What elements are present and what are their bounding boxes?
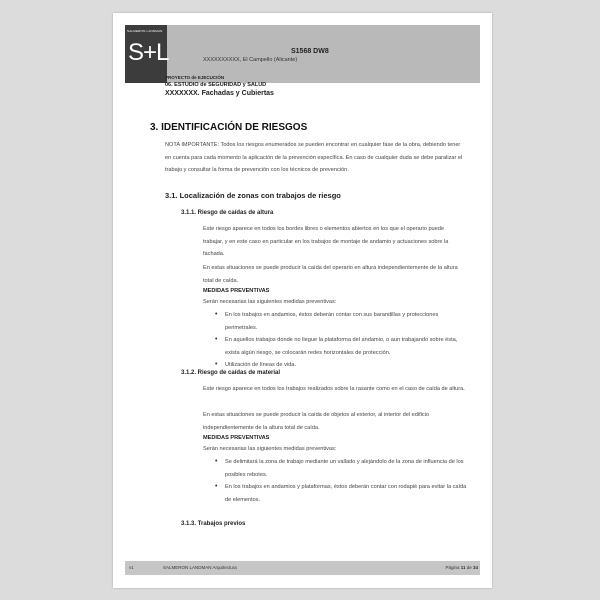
list-item: • En los trabajos en andamios, éstos deberán contar con sus barandillas y protecciones perimetrales.	[215, 311, 439, 331]
project-name: XXXXXXX. Fachadas y Cubiertas	[165, 90, 274, 97]
document-code: S1568 DW8	[291, 48, 329, 55]
logo-small-text: SALMERON LANDMAN	[127, 29, 163, 33]
measures-list	[213, 456, 468, 506]
logo	[125, 25, 167, 83]
list-item: • En los trabajos en andamios y plataformas, éstos deberán contar con rodapié para evitar la caída de elementos.	[215, 483, 467, 503]
bullet-icon: •	[215, 336, 218, 344]
logo-main-text: S+L	[128, 39, 169, 66]
list-item: • Se delimitará la zona de trabajo mediante un vallado y alejándolo de la zona de influencia de los posibles rebotes.	[215, 458, 464, 478]
section-title: 3. IDENTIFICACIÓN DE RIESGOS	[150, 122, 308, 133]
intro-paragraph: NOTA IMPORTANTE: Todos los riesgos enumerados se pueden encontrar en cualquier fase de la obra, debiendo tener en cuenta para cada momento la aplicación de la prevención específica. En caso de cualquier duda se debe paralizar el trabajo y consultar la forma de prevención con los técnicos de prevención.	[165, 142, 463, 174]
project-type: PROYECTO de EJECUCIÓN	[165, 75, 225, 80]
subsection-3-1-1-title: 3.1.1. Riesgo de caídas de altura	[181, 210, 274, 216]
footer-page-number: Página 11 de 34	[445, 565, 478, 570]
bullet-icon: •	[215, 458, 218, 465]
subsection-3-1-1-paragraph-2: En estas situaciones se puede producir la caída del operario en altura independientemente de la altura total de caída.	[203, 265, 458, 284]
project-location: XXXXXXXXXX, El Campello (Alicante)	[203, 57, 298, 63]
footer-version: v1	[129, 565, 134, 570]
document-page	[113, 13, 492, 588]
subsection-3-1-2-title: 3.1.2. Riesgo de caídas de material	[181, 370, 281, 376]
measures-intro: Serán necesarias las siguientes medidas preventivas:	[203, 446, 337, 452]
measures-intro: Serán necesarias las siguientes medidas preventivas:	[203, 299, 337, 305]
list-item: • Utilización de líneas de vida.	[213, 359, 468, 372]
list-item: • En aquellos trabajos donde no llegue la plataforma del andamio, o aun trabajando sobre ésta, exista algún riesgo, se colocarán redes horizontales de protección.	[215, 336, 458, 356]
subsection-3-1-3-title: 3.1.3. Trabajos previos	[181, 521, 246, 527]
measures-list	[213, 309, 468, 372]
bullet-icon: •	[215, 483, 218, 491]
subsection-3-1-2-paragraph-2: En estas situaciones se puede producir la caída de objetos al exterior, al interior del edificio independientemente de la altura total de caída.	[203, 412, 430, 431]
project-study: 06. ESTUDIO de SEGURIDAD y SALUD	[165, 82, 267, 88]
subsection-3-1-1-paragraph-1: Este riesgo aparece en todos los bordes libres o elementos abiertos en los que el operario puede trabajar, y en este caso en particular en los trabajos de montaje de andamio y actuaciones sobre la fachada.	[203, 226, 449, 258]
bullet-icon: •	[215, 361, 218, 369]
subsection-3-1-2-paragraph-1: Este riesgo aparece en todos los trabajos realizados sobre la rasante como en el caso de caída de altura.	[203, 386, 465, 392]
measures-title: MEDIDAS PREVENTIVAS	[203, 288, 270, 294]
bullet-icon: •	[215, 311, 218, 318]
footer-company: SALMERON LANDMAN Arquitectura	[163, 565, 237, 570]
measures-title: MEDIDAS PREVENTIVAS	[203, 435, 270, 441]
subsection-title: 3.1. Localización de zonas con trabajos de riesgo	[165, 191, 341, 200]
